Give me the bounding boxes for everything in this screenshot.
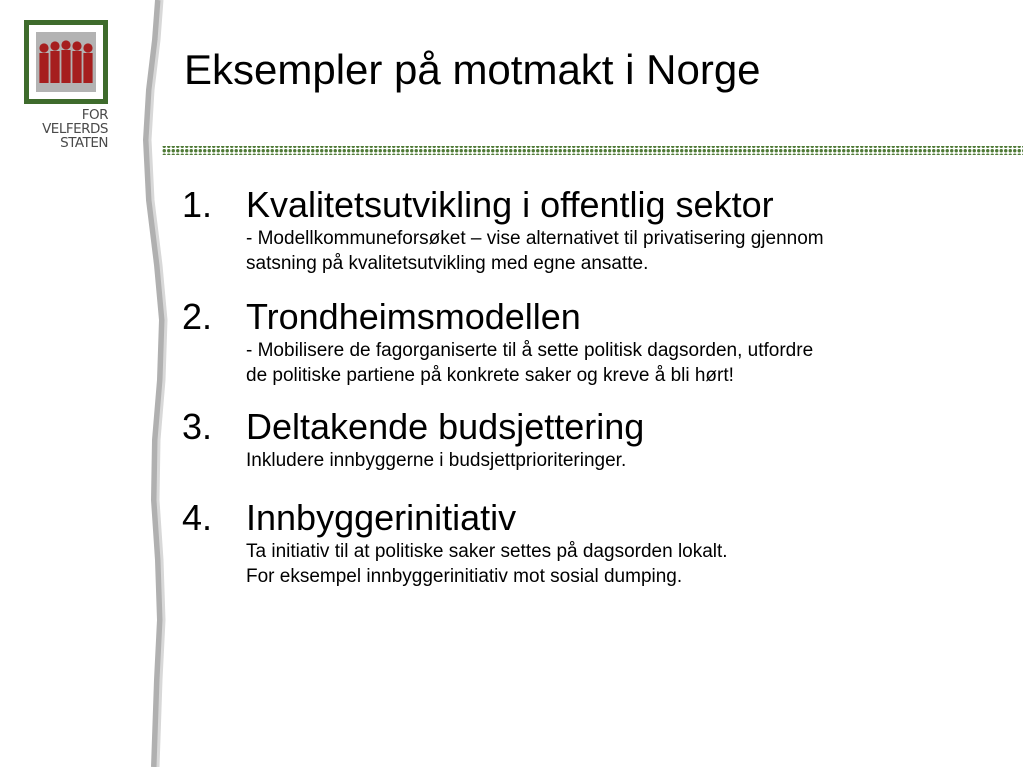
logo-frame bbox=[24, 20, 108, 104]
list-item bbox=[182, 296, 982, 388]
item-description: Inkludere innbyggerne i budsjettprioriteringer. bbox=[246, 450, 627, 471]
list-item bbox=[182, 406, 982, 473]
logo-wordmark bbox=[24, 108, 110, 150]
people-figures-icon bbox=[37, 39, 95, 85]
item-number: 1. bbox=[182, 184, 213, 225]
item-description: - Mobilisere de fagorganiserte til å sette politisk dagsorden, utfordre bbox=[246, 340, 814, 361]
item-description: For eksempel innbyggerinitiativ mot sosial dumping. bbox=[246, 566, 683, 587]
logo-line: STATEN bbox=[60, 135, 108, 151]
item-number: 3. bbox=[182, 406, 213, 447]
list-item bbox=[182, 497, 982, 589]
logo-line: FOR bbox=[81, 107, 108, 123]
item-number: 4. bbox=[182, 497, 213, 538]
item-heading: Innbyggerinitiativ bbox=[246, 497, 517, 538]
slide-title: Eksempler på motmakt i Norge bbox=[184, 46, 761, 93]
item-number: 2. bbox=[182, 296, 213, 337]
list-item bbox=[182, 184, 982, 276]
item-description: de politiske partiene på konkrete saker og kreve å bli hørt! bbox=[246, 365, 734, 386]
item-heading: Kvalitetsutvikling i offentlig sektor bbox=[246, 184, 774, 225]
item-description: Ta initiativ til at politiske saker settes på dagsorden lokalt. bbox=[246, 541, 728, 562]
item-heading: Trondheimsmodellen bbox=[246, 296, 581, 337]
logo-line: VELFERDS bbox=[42, 121, 108, 137]
motmakt-list bbox=[182, 184, 982, 589]
item-description: - Modellkommuneforsøket – vise alternativet til privatisering gjennom bbox=[246, 228, 824, 249]
dotted-divider bbox=[162, 144, 1023, 158]
logo bbox=[24, 20, 110, 150]
item-heading: Deltakende budsjettering bbox=[246, 406, 645, 447]
item-description: satsning på kvalitetsutvikling med egne ansatte. bbox=[246, 253, 649, 274]
